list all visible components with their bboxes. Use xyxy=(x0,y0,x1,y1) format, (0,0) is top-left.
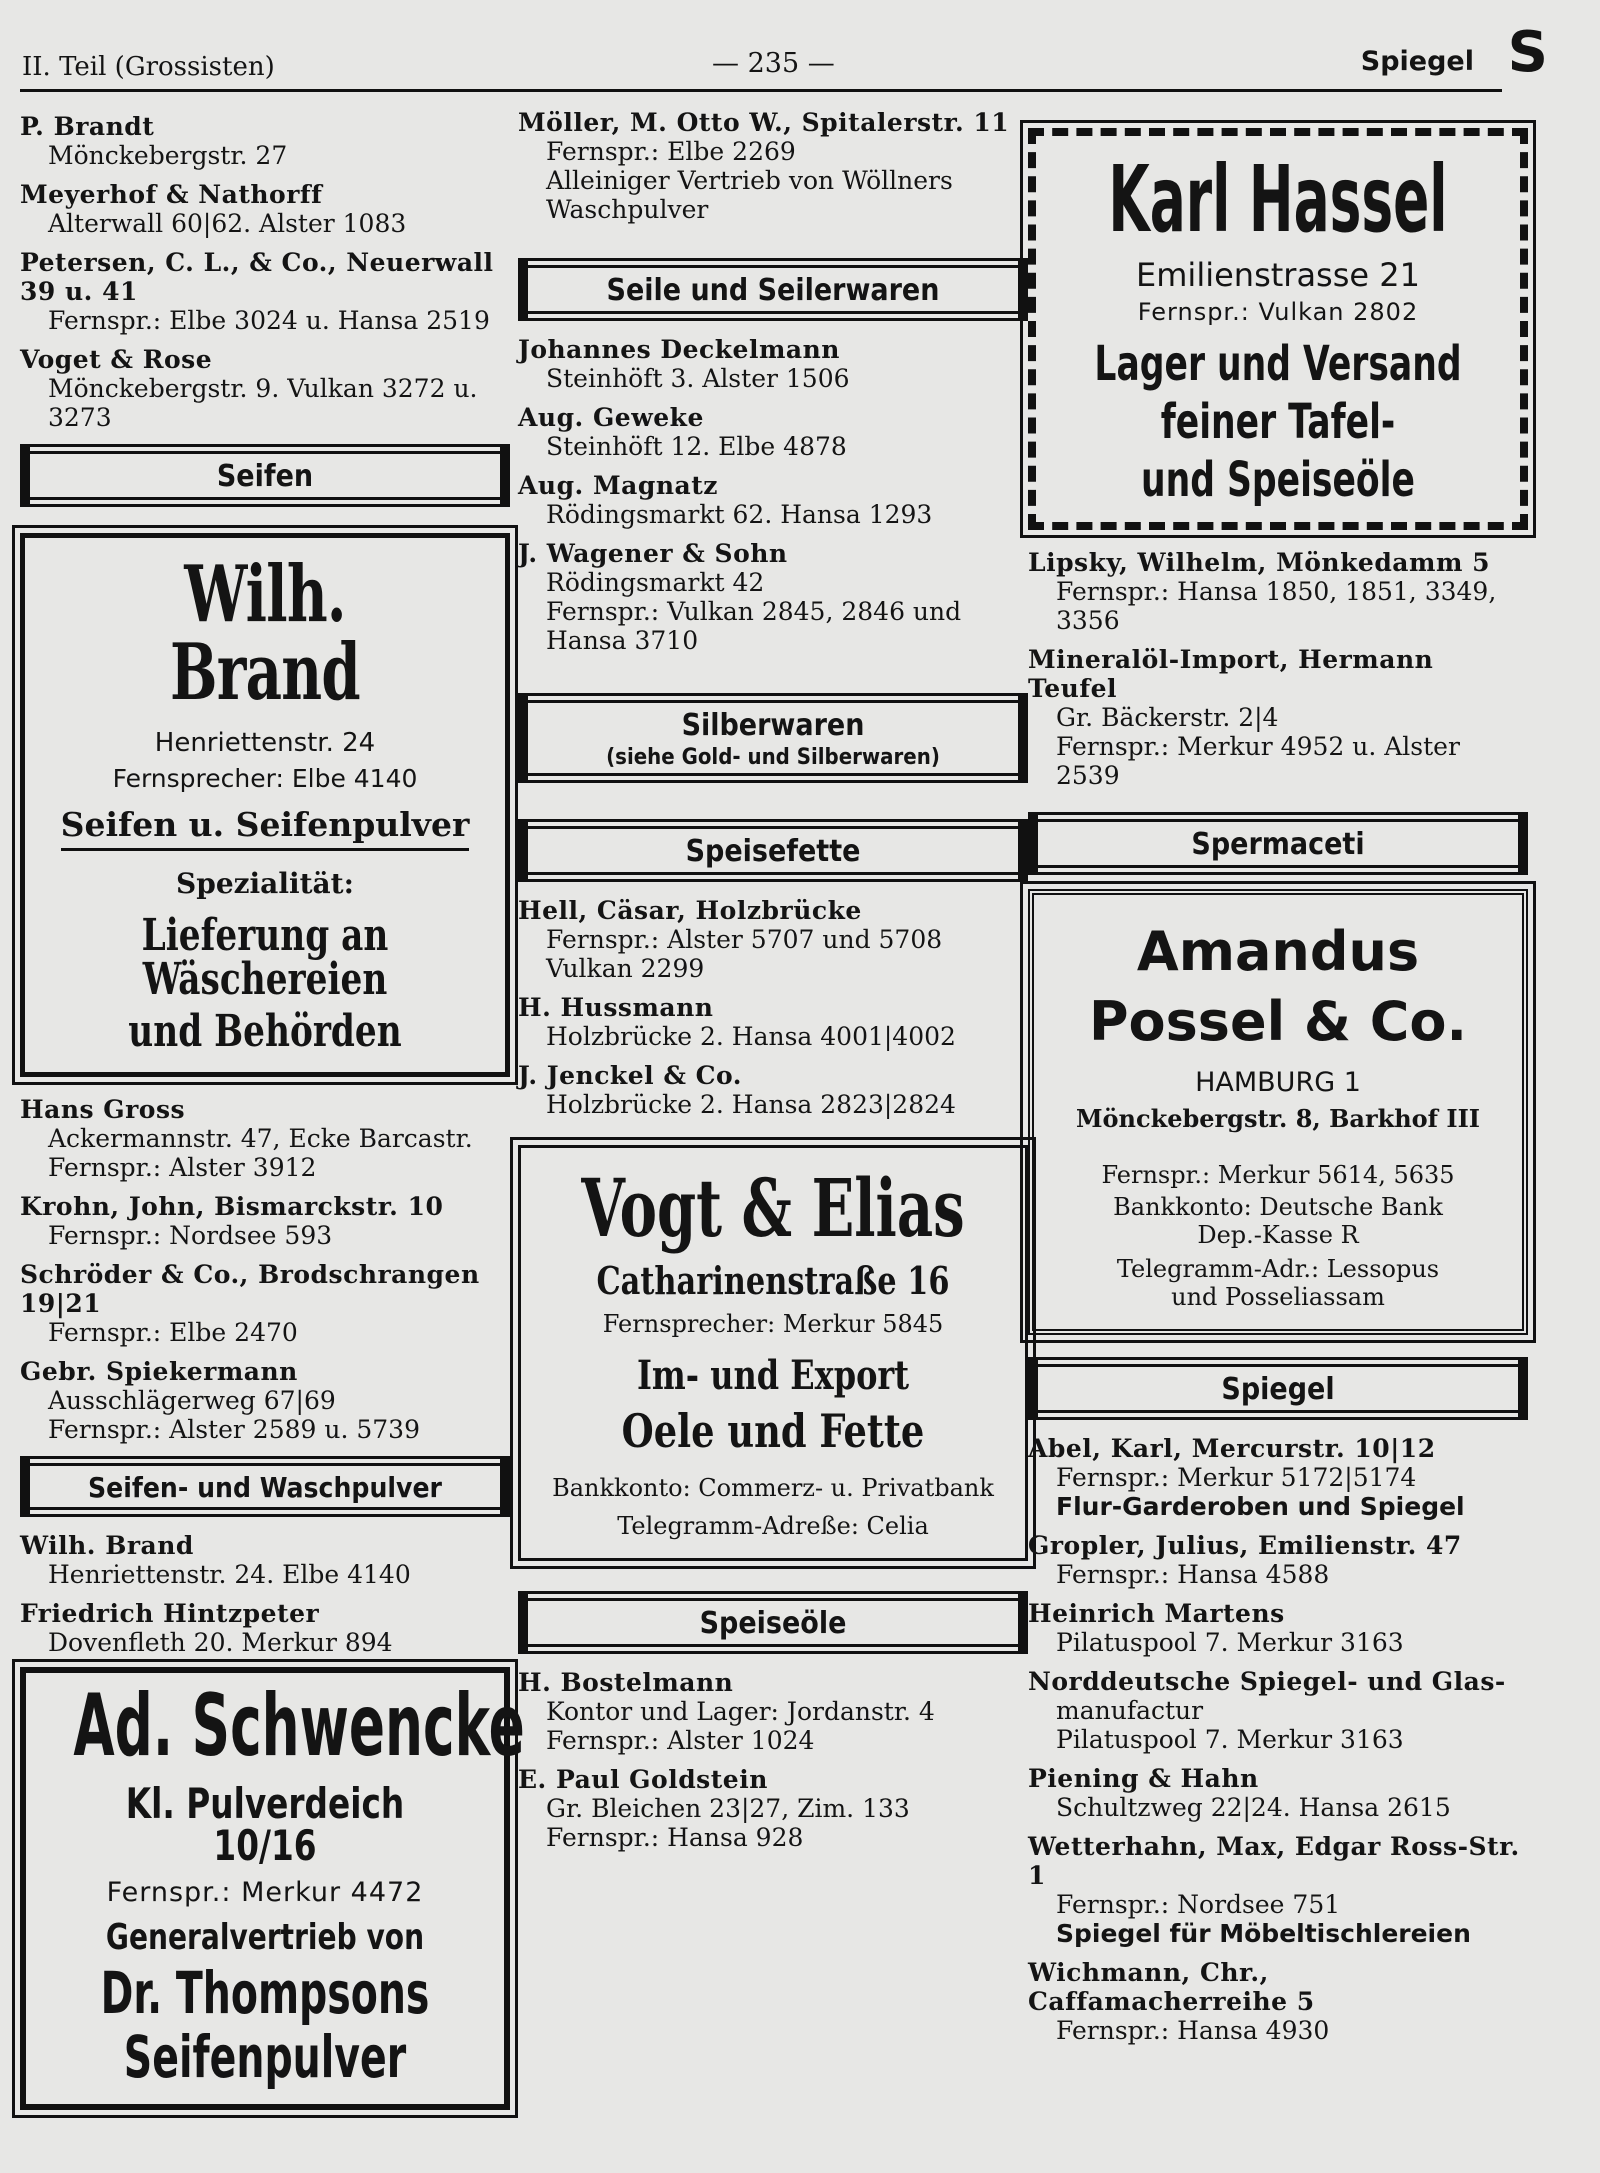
list-item xyxy=(518,1765,1028,1852)
list-item xyxy=(20,248,510,335)
category-silberwaren-title: Silberwaren xyxy=(681,708,865,743)
entry-name: Gropler, Julius, Emilienstr. 47 xyxy=(1028,1531,1462,1560)
entry-detail: Ausschlägerweg 67|69 xyxy=(48,1386,336,1415)
entry-note: Spiegel für Möbeltischlereien xyxy=(1056,1919,1471,1948)
entry-detail: Steinhöft 3. Alster 1506 xyxy=(546,364,850,393)
category-silberwaren xyxy=(518,693,1028,783)
list-item xyxy=(20,1192,510,1250)
entry-detail: Mönckebergstr. 27 xyxy=(48,141,288,170)
list-item xyxy=(518,896,1028,983)
entry-detail: Vulkan 2299 xyxy=(546,954,705,983)
category-seifen: Seifen xyxy=(20,444,510,507)
entry-name: J. Wagener & Sohn xyxy=(518,539,788,568)
category-speiseoele: Speiseöle xyxy=(518,1591,1028,1654)
list-item xyxy=(1028,1599,1528,1657)
entry-detail: Steinhöft 12. Elbe 4878 xyxy=(546,432,847,461)
entry-name: Hell, Cäsar, Holzbrücke xyxy=(518,896,862,925)
ad-vogt-telegram: Telegramm-Adreße: Celia xyxy=(617,1512,929,1540)
header-rule xyxy=(20,89,1502,92)
entry-detail: Holzbrücke 2. Hansa 4001|4002 xyxy=(546,1022,956,1051)
entry-detail: Alleiniger Vertrieb von Wöllners xyxy=(546,166,953,195)
ad-hassel-line2: feiner Tafel- xyxy=(1160,394,1396,450)
entry-name: Piening & Hahn xyxy=(1028,1764,1259,1793)
list-item xyxy=(20,345,510,432)
ad-brand-phone: Fernsprecher: Elbe 4140 xyxy=(112,764,418,793)
entry-detail: Fernspr.: Nordsee 751 xyxy=(1056,1890,1341,1919)
ad-amandus-possel xyxy=(1028,889,1528,1335)
entry-detail: Henriettenstr. 24. Elbe 4140 xyxy=(48,1560,411,1589)
ad-possel-name1: Amandus xyxy=(1136,920,1420,983)
entry-detail: Fernspr.: Merkur 5172|5174 xyxy=(1056,1463,1417,1492)
ad-possel-city: HAMBURG 1 xyxy=(1195,1067,1361,1098)
entry-detail: Fernspr.: Nordsee 593 xyxy=(48,1221,333,1250)
entry-detail: Fernspr.: Elbe 2269 xyxy=(546,137,796,166)
column-3 xyxy=(1028,116,1528,2055)
entry-name: Möller, M. Otto W., Spitalerstr. 11 xyxy=(518,108,1010,137)
header-keyword: Spiegel xyxy=(1360,46,1474,77)
entry-name: Meyerhof & Nathorff xyxy=(20,180,323,209)
ad-possel-phone: Fernspr.: Merkur 5614, 5635 xyxy=(1101,1161,1455,1189)
ad-possel-name2: Possel & Co. xyxy=(1088,990,1468,1053)
column-2 xyxy=(518,108,1028,1862)
entry-name: Wetterhahn, Max, Edgar Ross-Str. 1 xyxy=(1028,1832,1520,1890)
entry-detail: Alterwall 60|62. Alster 1083 xyxy=(48,209,407,238)
ad-hassel-line1: Lager und Versand xyxy=(1094,336,1462,392)
list-item xyxy=(1028,645,1528,790)
page-header xyxy=(22,20,1548,90)
entry-name: Johannes Deckelmann xyxy=(518,335,840,364)
entry-detail: Rödingsmarkt 42 xyxy=(546,568,765,597)
entry-name: Schröder & Co., Brodschrangen 19|21 xyxy=(20,1260,480,1318)
entry-name: Norddeutsche Spiegel- und Glas- xyxy=(1028,1667,1506,1696)
entry-detail: Schultzweg 22|24. Hansa 2615 xyxy=(1056,1793,1451,1822)
list-item xyxy=(518,1061,1028,1119)
list-item xyxy=(1028,1764,1528,1822)
ad-schwencke xyxy=(20,1667,525,2110)
ad-possel-bank1: Bankkonto: Deutsche Bank xyxy=(1113,1193,1443,1221)
list-item xyxy=(518,471,1028,529)
entry-list xyxy=(518,1668,1028,1852)
entry-detail: Gr. Bleichen 23|27, Zim. 133 xyxy=(546,1794,910,1823)
entry-detail: Fernspr.: Alster 1024 xyxy=(546,1726,815,1755)
entry-detail: Rödingsmarkt 62. Hansa 1293 xyxy=(546,500,933,529)
entry-detail: Fernspr.: Vulkan 2845, 2846 und xyxy=(546,597,962,626)
entry-detail: Hansa 3710 xyxy=(546,626,699,655)
ad-schwencke-line3: Seifenpulver xyxy=(123,2023,407,2091)
ad-possel-telegram1: Telegramm-Adr.: Lessopus xyxy=(1116,1255,1440,1283)
entry-list xyxy=(518,896,1028,1119)
list-item xyxy=(518,335,1028,393)
list-item xyxy=(1028,1667,1528,1754)
ad-schwencke-line2: Dr. Thompsons xyxy=(100,1959,430,2027)
entry-detail: Fernspr.: Hansa 928 xyxy=(546,1823,804,1852)
entry-name: Wichmann, Chr., Caffamacherreihe 5 xyxy=(1028,1958,1315,2016)
ad-possel-bank2: Dep.-Kasse R xyxy=(1197,1221,1359,1249)
entry-detail: Gr. Bäckerstr. 2|4 xyxy=(1056,703,1279,732)
entry-detail: Waschpulver xyxy=(546,195,709,224)
entry-name: Aug. Geweke xyxy=(518,403,704,432)
entry-list xyxy=(20,1531,510,1657)
list-item xyxy=(1028,1958,1528,2045)
ad-hassel-name: Karl Hassel xyxy=(1108,146,1448,253)
entry-detail: Fernspr.: Hansa 1850, 1851, 3349, 3356 xyxy=(1056,577,1497,635)
category-waschpulver: Seifen- und Waschpulver xyxy=(20,1456,510,1517)
list-item xyxy=(20,1260,510,1347)
entry-detail: Fernspr.: Hansa 4930 xyxy=(1056,2016,1330,2045)
list-item xyxy=(20,1599,510,1657)
entry-detail: Mönckebergstr. 9. Vulkan 3272 u. 3273 xyxy=(48,374,478,432)
ad-brand-line2: und Behörden xyxy=(128,1006,402,1057)
page-number: — 235 — xyxy=(712,48,835,79)
ad-vogt-name: Vogt & Elias xyxy=(581,1161,965,1255)
entry-detail: Fernspr.: Alster 2589 u. 5739 xyxy=(48,1415,420,1444)
entry-list xyxy=(1028,548,1528,790)
entry-name: Petersen, C. L., & Co., Neuerwall 39 u. 41 xyxy=(20,248,494,306)
entry-detail: Fernspr.: Hansa 4588 xyxy=(1056,1560,1330,1589)
ad-vogt-bank: Bankkonto: Commerz- u. Privatbank xyxy=(552,1474,994,1502)
entry-detail: Fernspr.: Alster 3912 xyxy=(48,1153,317,1182)
entry-name: Friedrich Hintzpeter xyxy=(20,1599,320,1628)
entry-name: Krohn, John, Bismarckstr. 10 xyxy=(20,1192,444,1221)
entry-name: Wilh. Brand xyxy=(20,1531,194,1560)
list-item xyxy=(20,112,510,170)
entry-note: Flur-Garderoben und Spiegel xyxy=(1056,1492,1465,1521)
ad-schwencke-phone: Fernspr.: Merkur 4472 xyxy=(106,1877,424,1908)
category-silberwaren-sub: (siehe Gold- und Silberwaren) xyxy=(606,745,940,770)
ad-possel-telegram2: und Posseliassam xyxy=(1171,1283,1385,1311)
entry-name: Voget & Rose xyxy=(20,345,213,374)
category-spiegel: Spiegel xyxy=(1028,1357,1528,1420)
entry-detail: Pilatuspool 7. Merkur 3163 xyxy=(1056,1725,1404,1754)
list-item xyxy=(1028,1832,1528,1948)
column-1 xyxy=(20,112,525,2128)
list-item xyxy=(518,108,1028,224)
ad-vogt-elias xyxy=(518,1145,1028,1561)
ad-hassel-phone: Fernspr.: Vulkan 2802 xyxy=(1137,298,1419,326)
entry-list xyxy=(1028,1434,1528,2045)
category-speisefette: Speisefette xyxy=(518,819,1028,882)
entry-name: E. Paul Goldstein xyxy=(518,1765,768,1794)
category-spermaceti: Spermaceti xyxy=(1028,812,1528,875)
entry-name: Mineralöl-Import, Hermann Teufel xyxy=(1028,645,1434,703)
ad-vogt-line2: Oele und Fette xyxy=(621,1404,925,1458)
entry-name: Abel, Karl, Mercurstr. 10|12 xyxy=(1028,1434,1436,1463)
ad-brand-product: Seifen u. Seifenpulver xyxy=(61,805,470,851)
entry-detail: Kontor und Lager: Jordanstr. 4 xyxy=(546,1697,935,1726)
entry-name: Hans Gross xyxy=(20,1095,186,1124)
ad-schwencke-line1: Generalvertrieb von xyxy=(105,1917,425,1958)
entry-single xyxy=(518,108,1028,224)
ad-vogt-phone: Fernsprecher: Merkur 5845 xyxy=(602,1310,944,1338)
ad-hassel-address: Emilienstrasse 21 xyxy=(1136,256,1420,294)
header-letter: S xyxy=(1507,20,1548,85)
entry-list xyxy=(20,1095,510,1444)
list-item xyxy=(1028,1434,1528,1521)
ad-brand-address: Henriettenstr. 24 xyxy=(154,728,376,758)
list-item xyxy=(1028,548,1528,635)
ad-wilh-brand xyxy=(20,533,510,1077)
entry-detail: Fernspr.: Alster 5707 und 5708 xyxy=(546,925,943,954)
entry-list xyxy=(20,112,510,432)
entry-detail: Pilatuspool 7. Merkur 3163 xyxy=(1056,1628,1404,1657)
list-item xyxy=(20,180,510,238)
list-item xyxy=(518,993,1028,1051)
entry-name: H. Bostelmann xyxy=(518,1668,734,1697)
entry-name: Aug. Magnatz xyxy=(518,471,718,500)
list-item xyxy=(20,1357,510,1444)
ad-possel-address: Mönckebergstr. 8, Barkhof III xyxy=(1075,1104,1481,1133)
list-item xyxy=(1028,1531,1528,1589)
list-item xyxy=(20,1531,510,1589)
ad-brand-name: Wilh. Brand xyxy=(170,549,360,718)
ad-brand-spec: Spezialität: xyxy=(176,867,354,900)
header-section: II. Teil (Grossisten) xyxy=(22,52,275,82)
category-seile: Seile und Seilerwaren xyxy=(518,258,1028,321)
ad-vogt-address: Catharinenstraße 16 xyxy=(596,1258,950,1303)
entry-name: Heinrich Martens xyxy=(1028,1599,1285,1628)
entry-detail: Holzbrücke 2. Hansa 2823|2824 xyxy=(546,1090,956,1119)
ad-schwencke-name: Ad. Schwencke xyxy=(73,1676,525,1776)
entry-detail: Ackermannstr. 47, Ecke Barcastr. xyxy=(48,1124,473,1153)
ad-vogt-line1: Im- und Export xyxy=(636,1352,910,1399)
list-item xyxy=(518,539,1028,655)
list-item xyxy=(518,403,1028,461)
ad-schwencke-address: Kl. Pulverdeich 10/16 xyxy=(125,1779,405,1870)
entry-name: Lipsky, Wilhelm, Mönkedamm 5 xyxy=(1028,548,1490,577)
entry-list xyxy=(518,335,1028,655)
entry-detail: Fernspr.: Merkur 4952 u. Alster 2539 xyxy=(1056,732,1460,790)
entry-name: Gebr. Spiekermann xyxy=(20,1357,298,1386)
ad-brand-line1: Lieferung an Wäschereien xyxy=(141,910,389,1005)
entry-detail: Dovenfleth 20. Merkur 894 xyxy=(48,1628,393,1657)
list-item xyxy=(20,1095,510,1182)
entry-name: J. Jenckel & Co. xyxy=(518,1061,742,1090)
entry-detail: Fernspr.: Elbe 2470 xyxy=(48,1318,298,1347)
ad-karl-hassel xyxy=(1028,128,1528,530)
entry-detail: manufactur xyxy=(1056,1696,1204,1725)
list-item xyxy=(518,1668,1028,1755)
entry-name: H. Hussmann xyxy=(518,993,714,1022)
entry-name: P. Brandt xyxy=(20,112,155,141)
entry-detail: Fernspr.: Elbe 3024 u. Hansa 2519 xyxy=(48,306,490,335)
ad-hassel-line3: und Speiseöle xyxy=(1141,452,1415,508)
